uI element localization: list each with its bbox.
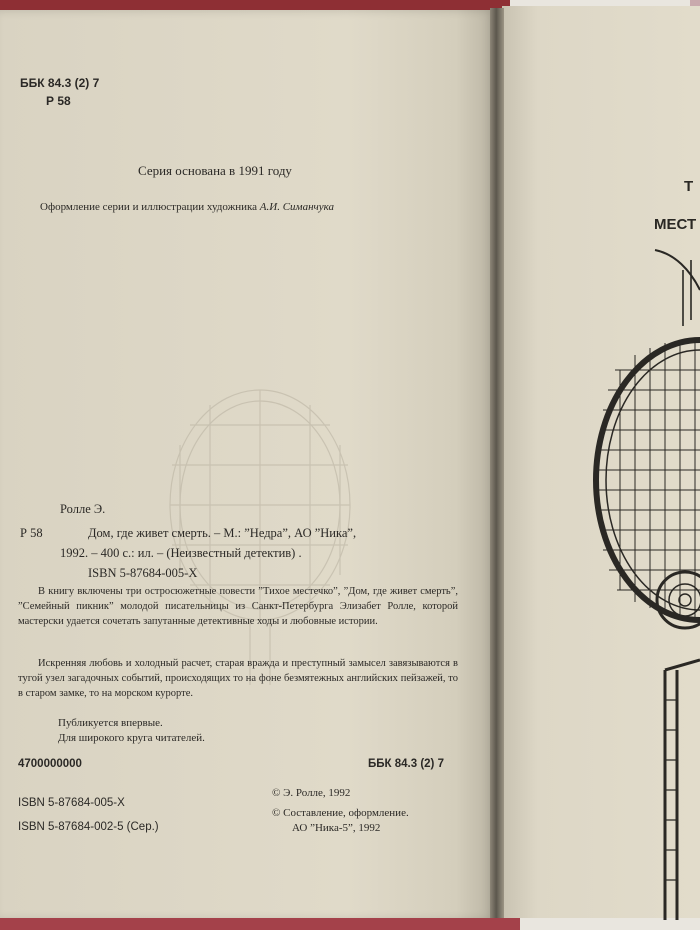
- annotation-paragraph-1: [18, 584, 458, 629]
- book-gutter: [490, 8, 504, 922]
- copyright-design: © Составление, оформление.: [272, 807, 409, 819]
- copyright-publisher: АО ”Ника-5”, 1992: [292, 822, 381, 834]
- index-code: 4700000000: [18, 758, 82, 770]
- design-line-prefix: Оформление серии и иллюстрации художника: [40, 201, 260, 213]
- annotation-text-1: В книгу включены три остросюжетные повести ”Тихое местечко”, ”Дом, где живет смерть”, ”Семейный пикник” молодой писательницы из Санкт-Петербурга Элизабет Ролле, которой мастерски удается сочетать запутанные детективные ходы и любовные истории.: [18, 586, 458, 627]
- isbn-book: ISBN 5-87684-005-X: [18, 797, 125, 809]
- series-founded-line: Серия основана в 1991 году: [138, 163, 292, 178]
- copyright-author: © Э. Ролле, 1992: [272, 787, 351, 799]
- author-name: Ролле Э.: [60, 502, 106, 516]
- annotation-text-2: Искренняя любовь и холодный расчет, старая вражда и преступный замысел завязываются в тугой узел загадочных событий, происходящих то на фоне безмятежных английских пейзажей, то в старом замке, то на морском курорте.: [18, 658, 458, 699]
- annotation-paragraph-2: [18, 656, 458, 701]
- bbk-code-top: ББК 84.3 (2) 7: [20, 76, 100, 90]
- design-line-artist: А.И. Симанчука: [259, 201, 335, 213]
- annotation-first-published: Публикуется впервые.: [58, 717, 163, 729]
- catalog-isbn: ISBN 5-87684-005-X: [88, 566, 198, 580]
- right-page-title-fragment-1: Т: [684, 178, 694, 195]
- catalog-publication-line: 1992. – 400 с.: ил. – (Неизвестный детектив) .: [60, 546, 302, 560]
- catalog-title-line: Дом, где живет смерть. – М.: ”Недра”, АО ”Ника”,: [88, 526, 357, 540]
- catalog-code-top: Р 58: [46, 94, 71, 108]
- catalog-code: Р 58: [20, 526, 43, 540]
- tennis-racket-illustration: [505, 230, 700, 920]
- isbn-series: ISBN 5-87684-002-5 (Сер.): [18, 821, 159, 833]
- right-page-title-fragment-2: МЕСТ: [654, 216, 697, 233]
- series-design-line: [40, 200, 334, 214]
- book-cover-bottom-edge: [0, 918, 520, 930]
- annotation-audience: Для широкого круга читателей.: [58, 732, 205, 744]
- bbk-code-bottom: ББК 84.3 (2) 7: [368, 758, 444, 770]
